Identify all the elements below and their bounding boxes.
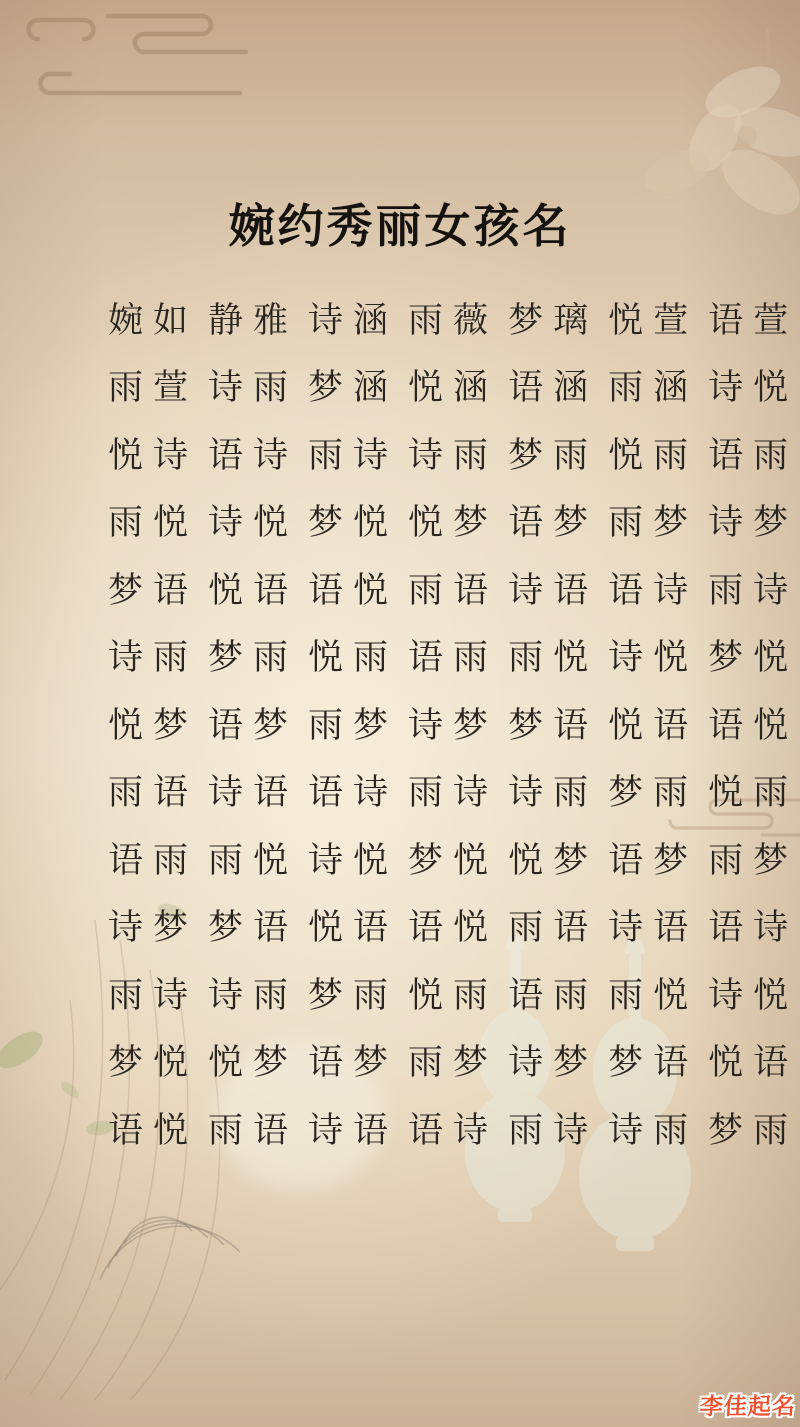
name-item: 悦涵: [408, 368, 499, 408]
name-item: 雨语: [208, 1110, 299, 1150]
name-item: 雨涵: [608, 368, 699, 408]
name-item: 语雨: [408, 638, 499, 678]
name-item: 诗悦: [708, 975, 799, 1015]
page-title: 婉约秀丽女孩名: [228, 200, 572, 252]
name-item: 梦悦: [308, 503, 399, 543]
name-item: 雨诗: [308, 435, 399, 475]
name-item: 悦梦: [208, 1043, 299, 1083]
name-item: 静雅: [208, 300, 299, 340]
name-item: 语诗: [608, 570, 699, 610]
name-item: 梦语: [608, 1043, 699, 1083]
name-row: [98, 1094, 799, 1162]
name-item: 雨语: [408, 570, 499, 610]
name-item: 悦雨: [708, 773, 799, 813]
watermark: 李佳起名: [698, 1393, 797, 1419]
name-item: 语诗: [708, 908, 799, 948]
name-item: 悦雨: [308, 638, 399, 678]
name-item: 语梦: [208, 705, 299, 745]
name-item: 雨萱: [108, 368, 199, 408]
name-item: 诗语: [208, 773, 299, 813]
name-item: 梦悦: [408, 840, 499, 880]
name-item: 悦梦: [108, 705, 199, 745]
name-item: 雨诗: [708, 570, 799, 610]
name-item: 雨梦: [308, 705, 399, 745]
name-item: 语涵: [508, 368, 599, 408]
name-item: 诗梦: [408, 705, 499, 745]
name-item: 语悦: [308, 570, 399, 610]
name-row: [98, 284, 799, 352]
name-item: 诗雨: [508, 773, 599, 813]
name-item: 梦语: [108, 570, 199, 610]
name-item: 悦语: [208, 570, 299, 610]
name-item: 梦璃: [508, 300, 599, 340]
name-row: [98, 1027, 799, 1095]
name-item: 诗语: [308, 1110, 399, 1150]
name-item: 语雨: [508, 975, 599, 1015]
name-item: 语悦: [408, 908, 499, 948]
name-item: 雨梦: [708, 840, 799, 880]
name-item: 语雨: [708, 435, 799, 475]
name-item: 雨诗: [408, 773, 499, 813]
name-item: 悦语: [608, 705, 699, 745]
names-grid: [98, 284, 799, 1162]
name-item: 语梦: [508, 503, 599, 543]
name-item: 雨悦: [508, 638, 599, 678]
name-item: 语悦: [708, 705, 799, 745]
name-item: 雨语: [108, 773, 199, 813]
name-item: 悦诗: [108, 435, 199, 475]
name-item: 雨诗: [508, 1110, 599, 1150]
name-item: 语诗: [208, 435, 299, 475]
name-item: 雨悦: [208, 840, 299, 880]
name-item: 悦语: [708, 1043, 799, 1083]
name-item: 悦语: [308, 908, 399, 948]
name-item: 婉如: [108, 300, 199, 340]
name-item: 诗悦: [308, 840, 399, 880]
name-item: 语悦: [108, 1110, 199, 1150]
name-item: 悦雨: [608, 435, 699, 475]
name-item: 雨悦: [608, 975, 699, 1015]
name-item: 诗梦: [508, 1043, 599, 1083]
name-row: [98, 959, 799, 1027]
name-item: 梦语: [208, 908, 299, 948]
name-item: 雨薇: [408, 300, 499, 340]
name-item: 悦萱: [608, 300, 699, 340]
name-item: 语诗: [308, 773, 399, 813]
name-item: 诗涵: [308, 300, 399, 340]
name-item: 雨语: [508, 908, 599, 948]
name-item: 梦雨: [708, 1110, 799, 1150]
name-item: 诗悦: [708, 368, 799, 408]
name-item: 梦悦: [708, 638, 799, 678]
name-item: 语诗: [408, 1110, 499, 1150]
name-row: [98, 757, 799, 825]
name-item: 语梦: [608, 840, 699, 880]
name-item: 梦雨: [608, 773, 699, 813]
name-item: 语雨: [108, 840, 199, 880]
name-item: 雨诗: [108, 975, 199, 1015]
cloud-motif-icon: [8, 6, 248, 101]
name-item: 雨悦: [108, 503, 199, 543]
name-item: 梦语: [508, 705, 599, 745]
name-item: 诗雨: [608, 1110, 699, 1150]
name-row: [98, 419, 799, 487]
name-item: 诗雨: [408, 435, 499, 475]
name-item: 梦雨: [508, 435, 599, 475]
name-item: 诗语: [608, 908, 699, 948]
name-item: 诗雨: [208, 975, 299, 1015]
name-item: 悦梦: [508, 840, 599, 880]
name-row: [98, 554, 799, 622]
name-item: 诗梦: [708, 503, 799, 543]
name-row: [98, 689, 799, 757]
name-item: 梦涵: [308, 368, 399, 408]
name-item: 诗语: [508, 570, 599, 610]
name-item: 梦悦: [108, 1043, 199, 1083]
name-row: [98, 824, 799, 892]
name-item: 诗梦: [108, 908, 199, 948]
name-item: 诗悦: [608, 638, 699, 678]
name-row: [98, 892, 799, 960]
name-item: 梦雨: [208, 638, 299, 678]
name-item: 语萱: [708, 300, 799, 340]
name-item: 悦梦: [408, 503, 499, 543]
name-item: 诗雨: [108, 638, 199, 678]
name-item: 雨梦: [408, 1043, 499, 1083]
name-item: 雨梦: [608, 503, 699, 543]
name-item: 语梦: [308, 1043, 399, 1083]
name-item: 梦雨: [308, 975, 399, 1015]
name-row: [98, 352, 799, 420]
name-item: 悦雨: [408, 975, 499, 1015]
name-row: [98, 622, 799, 690]
name-item: 诗悦: [208, 503, 299, 543]
name-item: 诗雨: [208, 368, 299, 408]
name-row: [98, 487, 799, 555]
